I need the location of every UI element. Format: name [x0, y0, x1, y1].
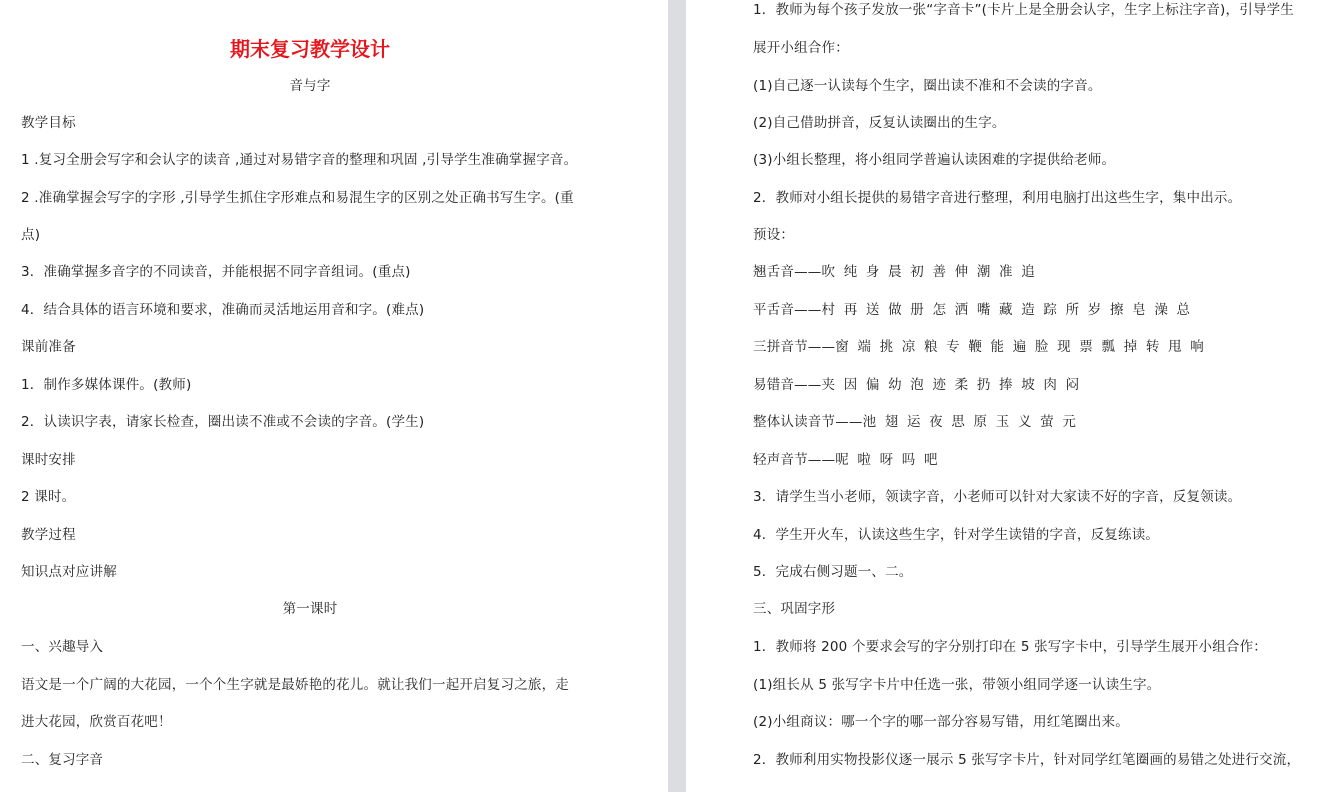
paragraph-line: 进大花园，欣赏百花吧！ — [21, 714, 172, 730]
paragraph-line: 2 课时。 — [21, 489, 76, 505]
section-heading: 教学目标 — [21, 115, 76, 131]
char-list-line: 轻声音节——呢 啦 呀 吗 吧 — [753, 452, 938, 468]
paragraph-line: 4．学生开火车，认读这些生字，针对学生读错的字音，反复练读。 — [753, 527, 1160, 543]
paragraph-line: (1)组长从 5 张写字卡片中任选一张，带领小组同学逐一认读生字。 — [753, 677, 1161, 693]
page-gap — [668, 0, 686, 792]
paragraph-line: 2．教师利用实物投影仪逐一展示 5 张写字卡片，针对同学红笔圈画的易错之处进行交流， — [753, 752, 1301, 768]
paragraph-line: 展开小组合作： — [753, 40, 849, 56]
section-heading: 教学过程 — [21, 527, 76, 543]
paragraph-line: (2)自己借助拼音，反复认读圈出的生字。 — [753, 115, 1006, 131]
paragraph-line: (3)小组长整理，将小组同学普遍认读困难的字提供给老师。 — [753, 152, 1116, 168]
section-heading: 一、兴趣导入 — [21, 639, 104, 655]
paragraph-line: 点) — [21, 227, 41, 243]
paragraph-line: 语文是一个广阔的大花园，一个个生字就是最娇艳的花儿。就让我们一起开启复习之旅，走 — [21, 677, 569, 693]
paragraph-line: 1．教师将 200 个要求会写的字分别打印在 5 张写字卡中，引导学生展开小组合作： — [753, 639, 1268, 655]
paragraph-line: 2．认读识字表，请家长检查，圈出读不准或不会读的字音。(学生) — [21, 414, 425, 430]
paragraph-line: 1 .复习全册会写字和会认字的读音 ,通过对易错字音的整理和巩固 ,引导学生准确掌握字音。 — [21, 152, 578, 168]
section-heading: 知识点对应讲解 — [21, 564, 117, 580]
section-heading: 课前准备 — [21, 339, 76, 355]
paragraph-line: 1．制作多媒体课件。(教师) — [21, 377, 192, 393]
paragraph-line: 2 .准确掌握会写字的字形 ,引导学生抓住字形难点和易混生字的区别之处正确书写生字。(重 — [21, 190, 574, 206]
paragraph-line: 2．教师对小组长提供的易错字音进行整理，利用电脑打出这些生字，集中出示。 — [753, 190, 1242, 206]
lesson-heading: 第一课时 — [282, 601, 338, 617]
paragraph-line: 3．请学生当小老师，领读字音，小老师可以针对大家读不好的字音，反复领读。 — [753, 489, 1242, 505]
paragraph-line: (2)小组商议：哪一个字的哪一部分容易写错，用红笔圈出来。 — [753, 714, 1129, 730]
document-title: 期末复习教学设计 — [230, 37, 390, 61]
char-list-line: 整体认读音节——池 翅 运 夜 思 原 玉 义 萤 元 — [753, 414, 1077, 430]
paragraph-line: 5．完成右侧习题一、二。 — [753, 564, 913, 580]
paragraph-line: 4．结合具体的语言环境和要求，准确而灵活地运用音和字。(难点) — [21, 302, 425, 318]
section-heading: 三、巩固字形 — [753, 601, 836, 617]
section-heading: 课时安排 — [21, 452, 76, 468]
paragraph-line: 3．准确掌握多音字的不同读音，并能根据不同字音组词。(重点) — [21, 264, 411, 280]
char-list-line: 翘舌音——吹 纯 身 晨 初 善 伸 潮 准 追 — [753, 264, 1035, 280]
paragraph-line: (1)自己逐一认读每个生字，圈出读不准和不会读的字音。 — [753, 78, 1102, 94]
paragraph-line: 1．教师为每个孩子发放一张“字音卡”(卡片上是全册会认字，生字上标注字音)，引导学生 — [753, 2, 1295, 18]
document-page-right[interactable] — [686, 0, 1332, 792]
char-list-line: 三拼音节——窗 端 挑 凉 粮 专 鞭 能 遍 脸 现 票 瓢 掉 转 甩 响 — [753, 339, 1204, 355]
section-heading: 二、复习字音 — [21, 752, 104, 768]
document-subtitle: 音与字 — [289, 78, 331, 94]
char-list-line: 平舌音——村 再 送 做 册 怎 洒 嘴 藏 造 踪 所 岁 擦 皂 澡 总 — [753, 302, 1191, 318]
char-list-line: 易错音——夹 因 偏 幼 泡 迹 柔 扔 捧 坡 肉 闷 — [753, 377, 1080, 393]
paragraph-line: 预设： — [753, 227, 795, 243]
